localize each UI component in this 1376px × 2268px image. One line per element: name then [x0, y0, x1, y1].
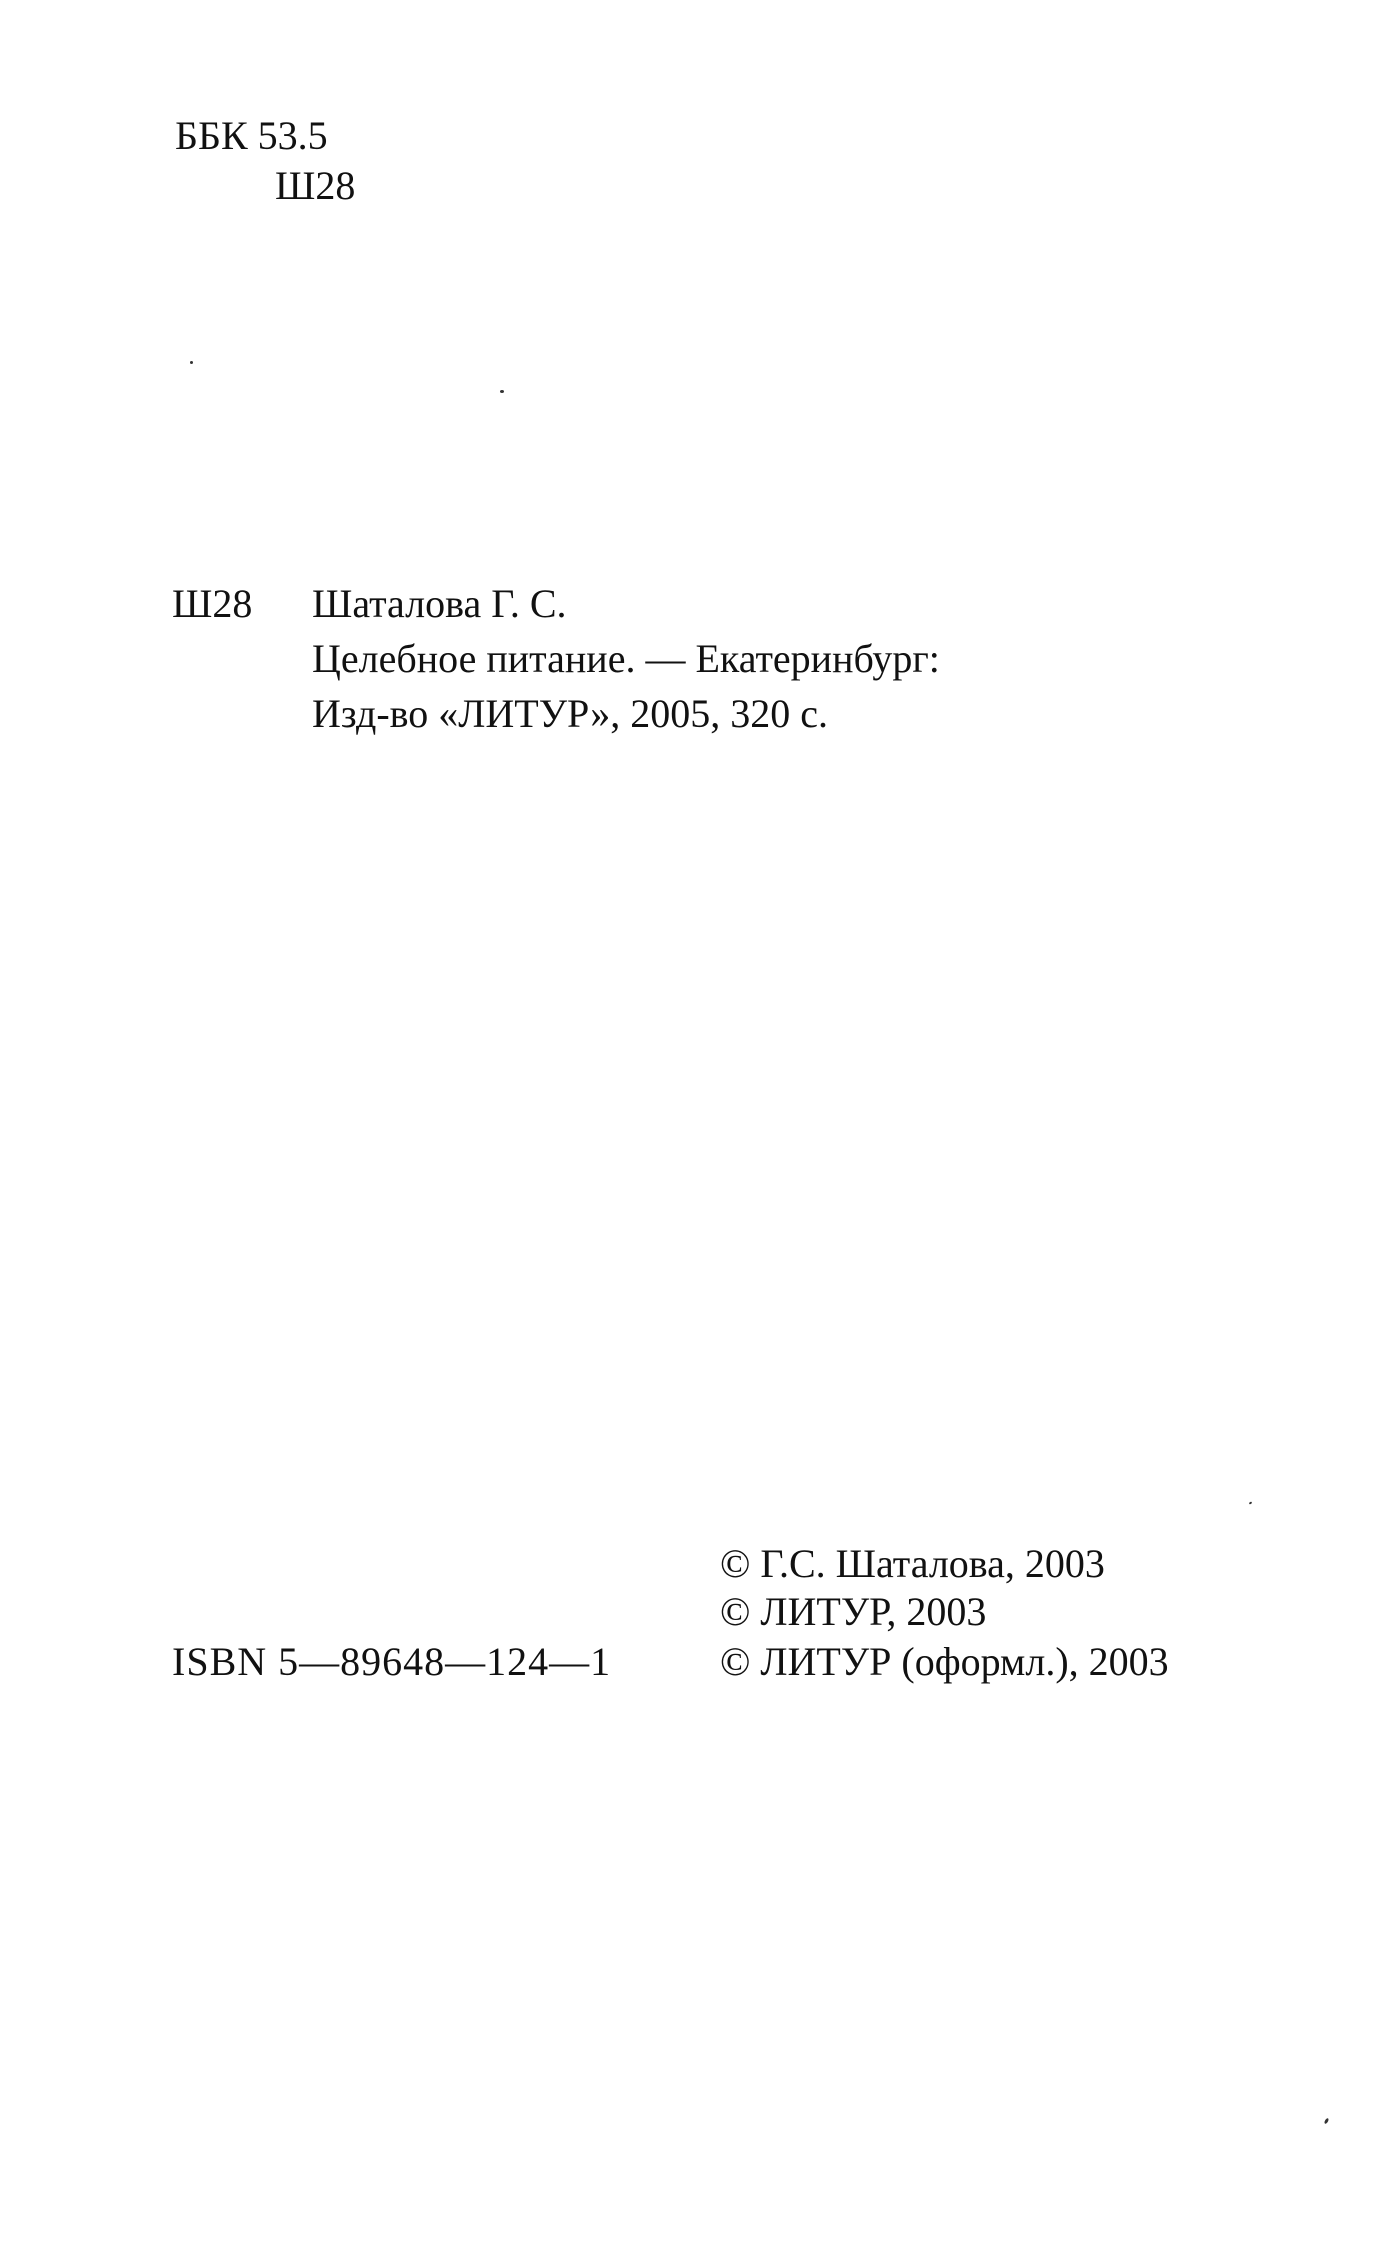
bbk-classification: ББК 53.5 — [175, 113, 328, 158]
print-speck — [500, 390, 504, 393]
print-speck — [190, 361, 193, 364]
catalog-code: Ш28 — [172, 581, 253, 626]
catalog-author: Шаталова Г. С. — [312, 581, 567, 626]
copyright-line: © ЛИТУР (оформл.), 2003 — [720, 1639, 1169, 1684]
catalog-publisher: Изд-во «ЛИТУР», 2005, 320 с. — [312, 691, 829, 736]
isbn: ISBN 5—89648—124—1 — [172, 1639, 612, 1684]
copyright-line: © ЛИТУР, 2003 — [720, 1589, 987, 1634]
author-sign: Ш28 — [275, 163, 356, 208]
catalog-title: Целебное питание. — Екатеринбург: — [312, 636, 940, 681]
print-speck — [1324, 2118, 1330, 2125]
copyright-line: © Г.С. Шаталова, 2003 — [720, 1541, 1105, 1586]
print-speck — [1249, 1501, 1253, 1504]
